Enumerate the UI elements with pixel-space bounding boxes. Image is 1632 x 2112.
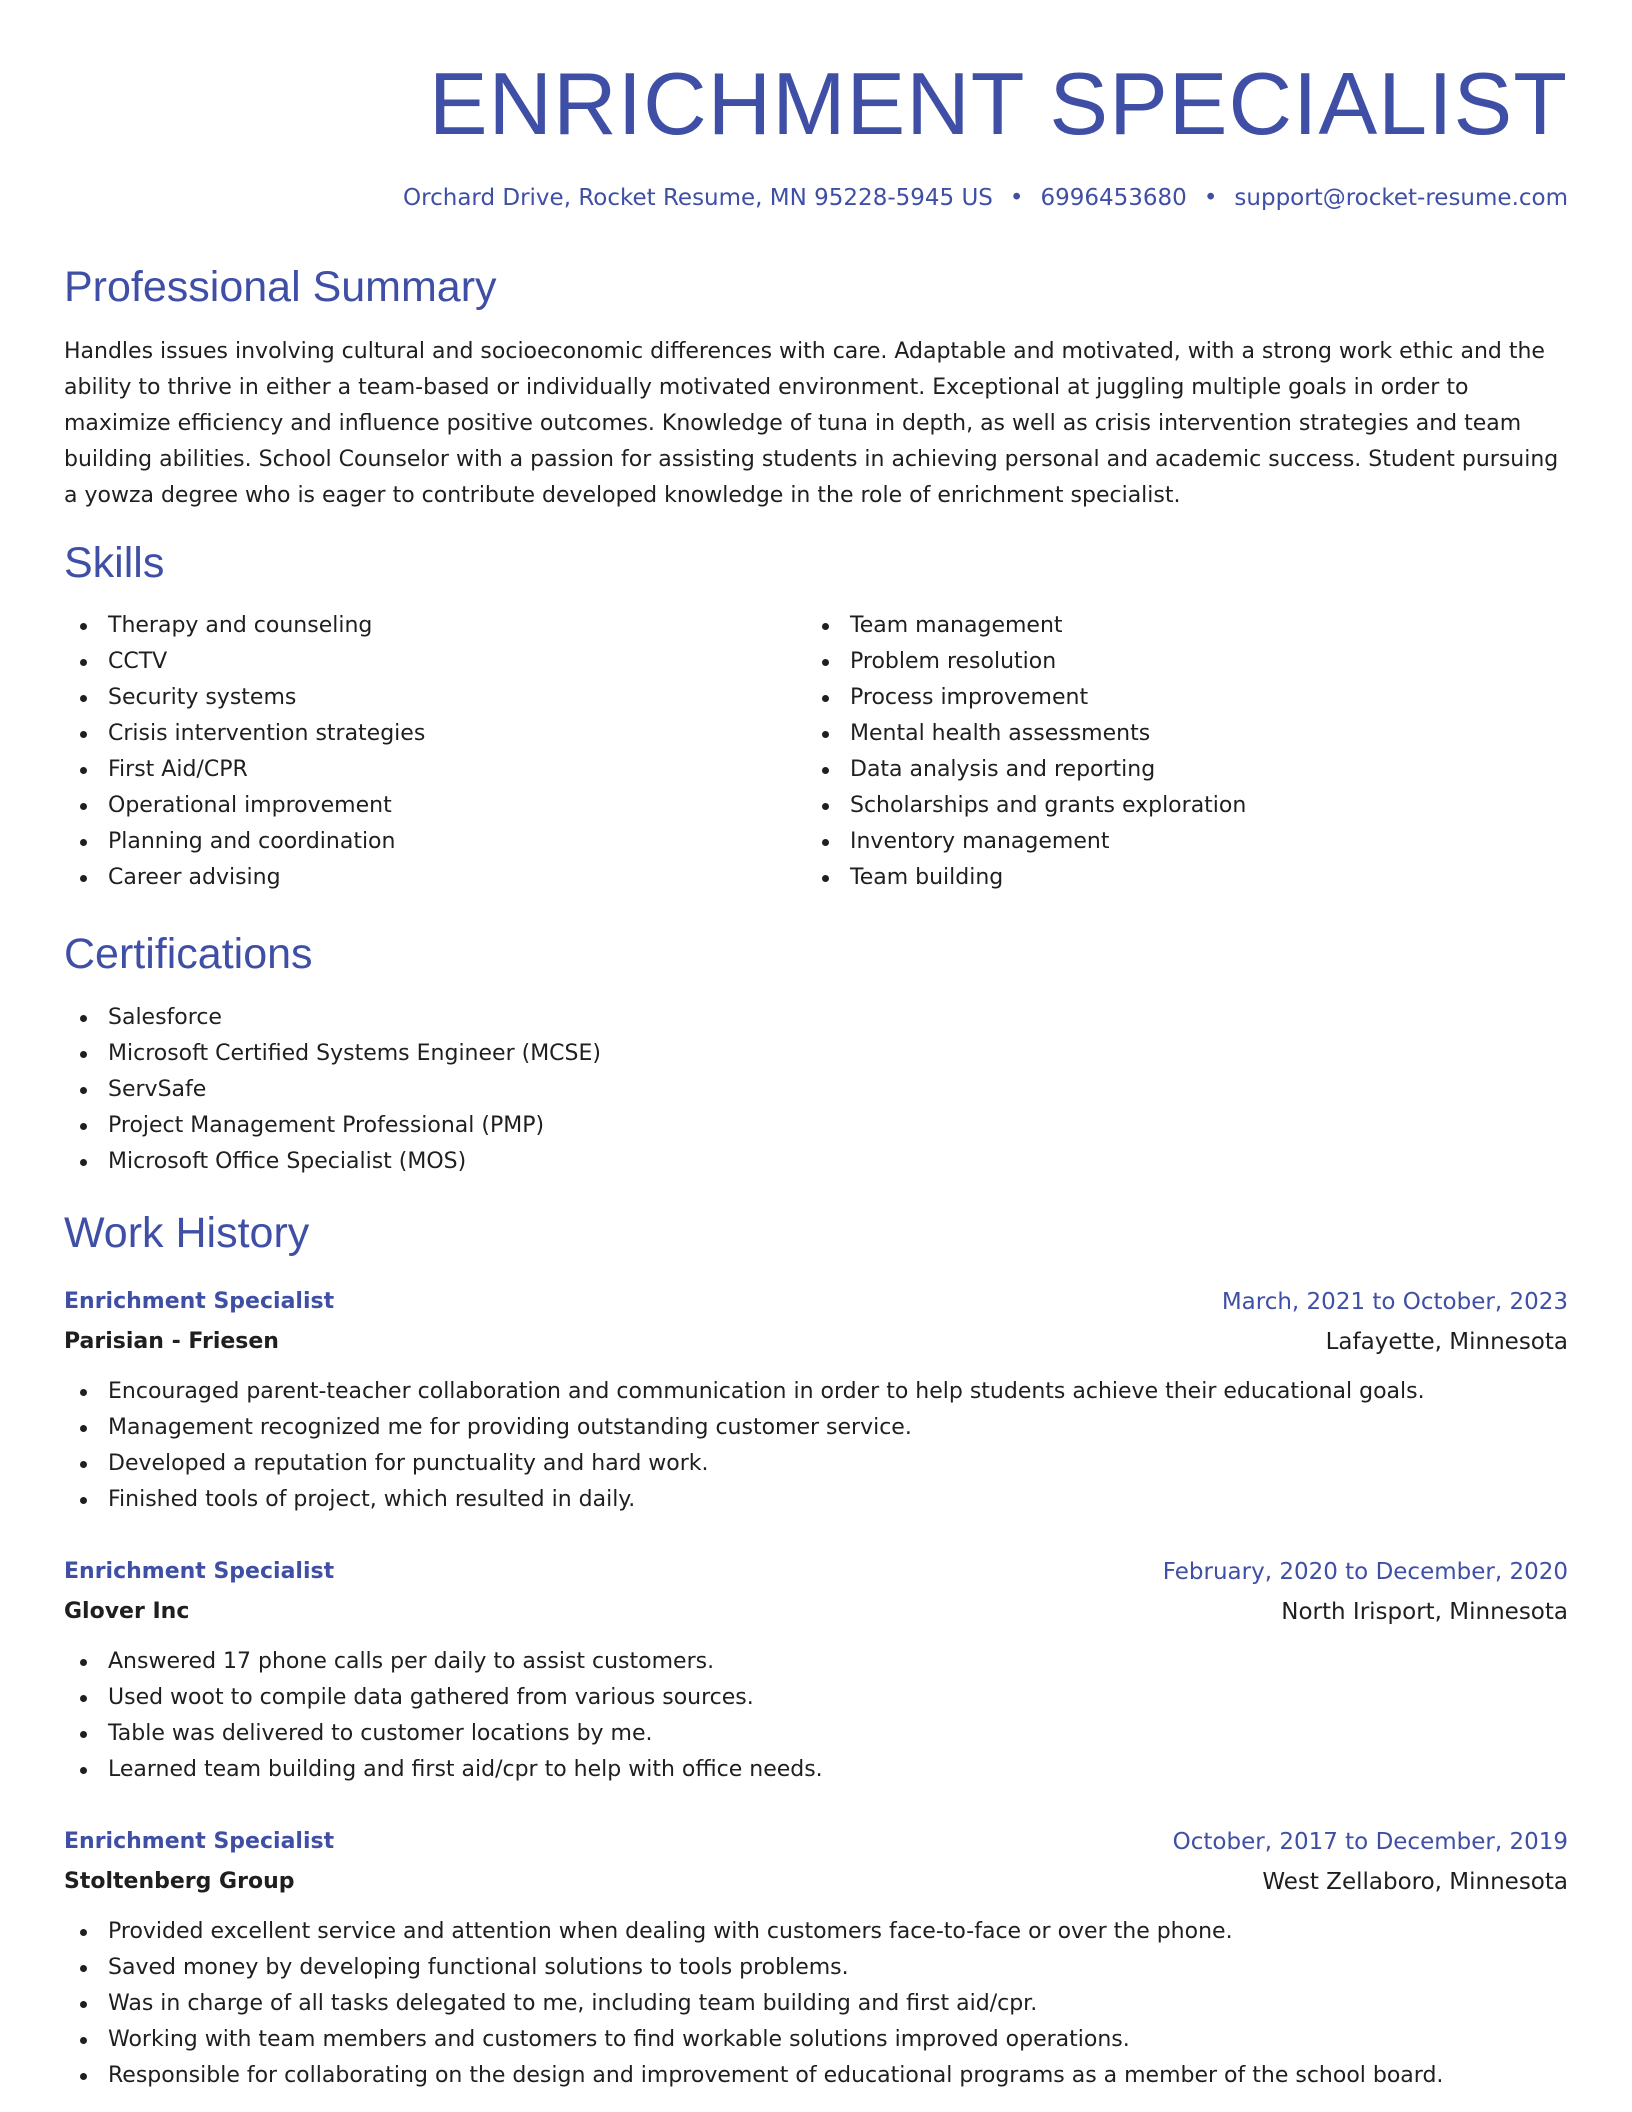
job-title-row xyxy=(64,1282,1568,1322)
job-location: Lafayette, Minnesota xyxy=(1325,1329,1568,1355)
job-company-row xyxy=(64,1862,1568,1902)
job-bullet-text: Provided excellent service and attention when dealing with customers face-to-face or over the phone. xyxy=(108,1919,1233,1944)
job-bullet xyxy=(64,1374,1568,1410)
job-bullet-text: Developed a reputation for punctuality and hard work. xyxy=(108,1451,709,1476)
job-bullet xyxy=(64,1482,1568,1518)
candidate-name: ENRICHMENT SPECIALIST xyxy=(428,54,1568,153)
bullet-icon xyxy=(80,731,87,738)
certification-item xyxy=(64,1036,601,1072)
bullet-icon xyxy=(822,875,829,882)
job-bullets xyxy=(64,1914,1568,2094)
certification-label: Project Management Professional (PMP) xyxy=(108,1113,545,1138)
job-company: Stoltenberg Group xyxy=(64,1869,295,1894)
skill-item xyxy=(64,644,425,680)
skill-label: Scholarships and grants exploration xyxy=(850,793,1247,818)
skill-item xyxy=(806,608,1246,644)
certification-label: Microsoft Office Specialist (MOS) xyxy=(108,1149,467,1174)
job-company-row xyxy=(64,1322,1568,1362)
bullet-icon xyxy=(822,803,829,810)
bullet-icon xyxy=(80,1051,87,1058)
job-location: North Irisport, Minnesota xyxy=(1281,1599,1568,1625)
skill-label: Planning and coordination xyxy=(108,829,396,854)
bullet-icon xyxy=(80,1929,87,1936)
job-bullet-text: Table was delivered to customer locations by me. xyxy=(108,1721,653,1746)
bullet-icon xyxy=(80,1659,87,1666)
job-title: Enrichment Specialist xyxy=(64,1829,335,1854)
bullet-icon xyxy=(80,1087,87,1094)
bullet-icon xyxy=(80,1695,87,1702)
skill-item xyxy=(64,788,425,824)
bullet-icon xyxy=(80,659,87,666)
skill-label: Team management xyxy=(850,613,1063,638)
contact-separator: • xyxy=(1203,185,1218,211)
bullet-icon xyxy=(80,695,87,702)
certification-label: Microsoft Certified Systems Engineer (MCSE) xyxy=(108,1041,601,1066)
job-bullet-text: Answered 17 phone calls per daily to assist customers. xyxy=(108,1649,715,1674)
job-bullet xyxy=(64,1914,1568,1950)
skill-item xyxy=(806,788,1246,824)
skill-item xyxy=(64,716,425,752)
certification-label: Salesforce xyxy=(108,1005,222,1030)
skill-item xyxy=(806,752,1246,788)
job-company: Parisian - Friesen xyxy=(64,1329,279,1354)
bullet-icon xyxy=(80,1389,87,1396)
bullet-icon xyxy=(822,623,829,630)
job-dates: February, 2020 to December, 2020 xyxy=(1162,1559,1568,1585)
job-bullet xyxy=(64,1644,1568,1680)
job-bullet-text: Saved money by developing functional solutions to tools problems. xyxy=(108,1955,849,1980)
skill-label: Problem resolution xyxy=(850,649,1057,674)
bullet-icon xyxy=(80,875,87,882)
job-bullets xyxy=(64,1644,1568,1788)
job-bullet xyxy=(64,2022,1568,2058)
job-bullet-text: Encouraged parent-teacher collaboration and communication in order to help students achieve their educational goals. xyxy=(108,1379,1425,1404)
skill-label: Process improvement xyxy=(850,685,1089,710)
bullet-icon xyxy=(80,1767,87,1774)
skill-label: Mental health assessments xyxy=(850,721,1151,746)
skill-item xyxy=(64,824,425,860)
job-dates: March, 2021 to October, 2023 xyxy=(1221,1289,1568,1315)
bullet-icon xyxy=(80,1425,87,1432)
bullet-icon xyxy=(80,1159,87,1166)
job-bullet xyxy=(64,1446,1568,1482)
job-dates: October, 2017 to December, 2019 xyxy=(1172,1829,1568,1855)
skill-item xyxy=(806,716,1246,752)
contact-phone: 6996453680 xyxy=(1040,185,1187,211)
job-bullet-text: Responsible for collaborating on the design and improvement of educational programs as a member of the school board. xyxy=(108,2063,1444,2088)
bullet-icon xyxy=(822,695,829,702)
skill-label: First Aid/CPR xyxy=(108,757,248,782)
bullet-icon xyxy=(80,839,87,846)
job-bullet-text: Was in charge of all tasks delegated to me, including team building and first aid/cpr. xyxy=(108,1991,1038,2016)
skill-item xyxy=(806,824,1246,860)
skill-item xyxy=(806,644,1246,680)
job-bullet xyxy=(64,1950,1568,1986)
bullet-icon xyxy=(80,2073,87,2080)
certifications-list xyxy=(64,1000,601,1180)
job-bullets xyxy=(64,1374,1568,1518)
job-bullet xyxy=(64,1680,1568,1716)
contact-line xyxy=(403,180,1568,216)
skills-list-right xyxy=(806,608,1246,896)
skill-item xyxy=(64,680,425,716)
job-bullet-text: Used woot to compile data gathered from various sources. xyxy=(108,1685,754,1710)
job-bullet xyxy=(64,1752,1568,1788)
summary-text: Handles issues involving cultural and socioeconomic differences with care. Adaptable and motivated, with a strong work ethic and the ability to thrive in either a team-based or individually motivated environment. Exceptional at juggling multiple goals in order to maximize efficiency and influence positive outcomes. Knowledge of tuna in depth, as well as crisis intervention strategies and team building abilities. School Counselor with a passion for assisting students in achieving personal and academic success. Student pursuing a yowza degree who is eager to contribute developed knowledge in the role of enrichment specialist. xyxy=(64,339,1559,508)
job-company-row xyxy=(64,1592,1568,1632)
certification-label: ServSafe xyxy=(108,1077,207,1102)
job-bullet-text: Working with team members and customers to find workable solutions improved operations. xyxy=(108,2027,1130,2052)
skill-label: Inventory management xyxy=(850,829,1110,854)
job-bullet-text: Finished tools of project, which resulted in daily. xyxy=(108,1487,636,1512)
skill-label: Security systems xyxy=(108,685,297,710)
bullet-icon xyxy=(822,659,829,666)
bullet-icon xyxy=(80,767,87,774)
skill-item xyxy=(64,608,425,644)
resume-page xyxy=(64,0,1568,2112)
skill-label: CCTV xyxy=(108,649,168,674)
skill-item xyxy=(806,860,1246,896)
certification-item xyxy=(64,1072,601,1108)
contact-address: Orchard Drive, Rocket Resume, MN 95228-5945 US xyxy=(403,185,993,211)
skill-label: Operational improvement xyxy=(108,793,392,818)
bullet-icon xyxy=(822,839,829,846)
bullet-icon xyxy=(80,803,87,810)
bullet-icon xyxy=(822,767,829,774)
skill-item xyxy=(64,860,425,896)
skill-label: Crisis intervention strategies xyxy=(108,721,426,746)
job-entry xyxy=(64,1822,1568,2094)
job-title-row xyxy=(64,1822,1568,1862)
certification-item xyxy=(64,1144,601,1180)
job-company: Glover Inc xyxy=(64,1599,190,1624)
bullet-icon xyxy=(80,623,87,630)
job-bullet-text: Management recognized me for providing outstanding customer service. xyxy=(108,1415,912,1440)
work-history-heading: Work History xyxy=(64,1209,310,1257)
skill-label: Data analysis and reporting xyxy=(850,757,1156,782)
skill-label: Team building xyxy=(850,865,1004,890)
job-bullet xyxy=(64,1410,1568,1446)
job-title: Enrichment Specialist xyxy=(64,1559,335,1584)
skills-list-left xyxy=(64,608,425,896)
job-bullet xyxy=(64,1716,1568,1752)
job-entry xyxy=(64,1282,1568,1518)
bullet-icon xyxy=(822,731,829,738)
skill-item xyxy=(806,680,1246,716)
skill-item xyxy=(64,752,425,788)
skill-label: Career advising xyxy=(108,865,281,890)
bullet-icon xyxy=(80,1965,87,1972)
certification-item xyxy=(64,1108,601,1144)
job-location: West Zellaboro, Minnesota xyxy=(1262,1869,1568,1895)
job-bullet xyxy=(64,1986,1568,2022)
job-entry xyxy=(64,1552,1568,1788)
bullet-icon xyxy=(80,1461,87,1468)
job-title-row xyxy=(64,1552,1568,1592)
job-bullet xyxy=(64,2058,1568,2094)
job-title: Enrichment Specialist xyxy=(64,1289,335,1314)
contact-separator: • xyxy=(1009,185,1024,211)
contact-email[interactable]: support@rocket-resume.com xyxy=(1234,185,1568,211)
summary-heading: Professional Summary xyxy=(64,263,497,311)
bullet-icon xyxy=(80,2037,87,2044)
certification-item xyxy=(64,1000,601,1036)
job-bullet-text: Learned team building and first aid/cpr to help with office needs. xyxy=(108,1757,823,1782)
certifications-heading: Certifications xyxy=(64,930,313,978)
bullet-icon xyxy=(80,1497,87,1504)
bullet-icon xyxy=(80,1015,87,1022)
bullet-icon xyxy=(80,2001,87,2008)
bullet-icon xyxy=(80,1123,87,1130)
bullet-icon xyxy=(80,1731,87,1738)
skills-heading: Skills xyxy=(64,539,165,587)
skill-label: Therapy and counseling xyxy=(108,613,373,638)
